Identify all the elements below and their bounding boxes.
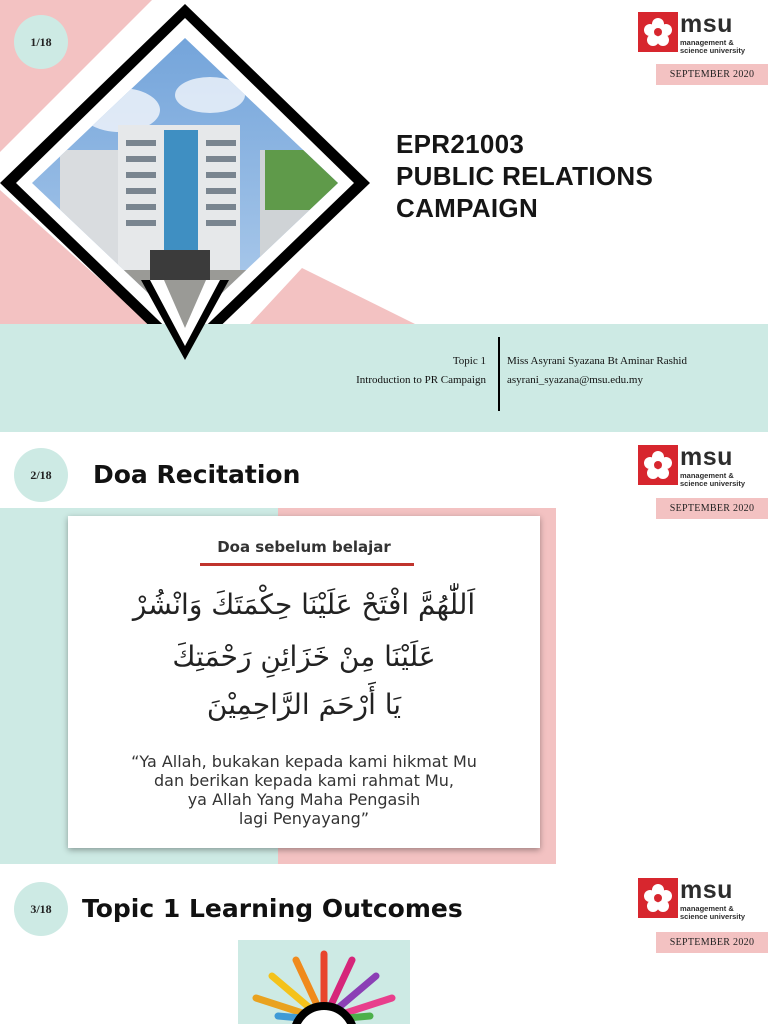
- course-code: EPR21003: [396, 129, 525, 159]
- arabic-line-2: عَلَيْنَا مِنْ خَزَائِنِ رَحْمَتِكَ: [172, 640, 436, 673]
- logo-subtitle-line1: management &: [680, 38, 734, 47]
- topic-label: Topic 1: [452, 355, 486, 367]
- outcomes-illustration: [238, 940, 410, 1024]
- page-number-badge: [14, 882, 68, 936]
- date-label: SEPTEMBER 2020: [656, 498, 768, 519]
- flower-icon: [638, 878, 678, 918]
- doa-heading-underline: [200, 563, 414, 566]
- logo-subtitle: [680, 39, 760, 55]
- arabic-line-3: يَا أَرْحَمَ الرَّاحِمِيْنَ: [206, 688, 402, 721]
- diamond-tip: [0, 280, 370, 360]
- translation-line-4: lagi Penyayang”: [238, 809, 370, 828]
- page-number: 1/18: [30, 34, 52, 49]
- presenter-info: [507, 352, 687, 390]
- doa-card: [68, 516, 540, 848]
- arabic-line-1: اَللّٰهُمَّ افْتَحْ عَلَيْنَا حِكْمَتَكَ وَانْشُرْ: [132, 588, 476, 621]
- logo-subtitle-line2: science university: [680, 46, 746, 55]
- date-label: SEPTEMBER 2020: [656, 932, 768, 953]
- topic-info: [356, 352, 486, 390]
- topic-title: Introduction to PR Campaign: [356, 374, 486, 386]
- msu-logo: [638, 445, 758, 489]
- logo-wordmark: msu: [680, 443, 733, 471]
- slide-3: [0, 864, 768, 1024]
- slide-title: Doa Recitation: [93, 460, 301, 489]
- logo-wordmark: msu: [680, 10, 733, 38]
- translation-line-3: ya Allah Yang Maha Pengasih: [187, 790, 421, 809]
- page-number: 2/18: [30, 467, 52, 482]
- course-name-line2: CAMPAIGN: [396, 193, 539, 223]
- page-number: 3/18: [30, 901, 52, 916]
- doa-translation: [78, 752, 530, 828]
- date-label: SEPTEMBER 2020: [656, 64, 768, 85]
- slide-title: Topic 1 Learning Outcomes: [82, 894, 463, 923]
- logo-subtitle-line1: management &: [680, 471, 734, 480]
- msu-logo: [638, 12, 758, 56]
- page-number-badge: [14, 448, 68, 502]
- logo-subtitle: [680, 472, 760, 488]
- logo-subtitle-line2: science university: [680, 479, 746, 488]
- translation-line-1: “Ya Allah, bukakan kepada kami hikmat Mu: [131, 752, 477, 771]
- flower-icon: [638, 12, 678, 52]
- presenter-email: asyrani_syazana@msu.edu.my: [507, 374, 643, 386]
- course-name-line1: PUBLIC RELATIONS: [396, 161, 654, 191]
- vertical-divider: [498, 337, 500, 411]
- presenter-name: Miss Asyrani Syazana Bt Aminar Rashid: [507, 355, 687, 367]
- course-title: [396, 128, 653, 224]
- logo-subtitle: [680, 905, 760, 921]
- logo-subtitle-line2: science university: [680, 912, 746, 921]
- flower-icon: [638, 445, 678, 485]
- slide-1: [0, 0, 768, 432]
- logo-subtitle-line1: management &: [680, 904, 734, 913]
- slide-2: [0, 432, 768, 864]
- translation-line-2: dan berikan kepada kami rahmat Mu,: [154, 771, 454, 790]
- logo-wordmark: msu: [680, 876, 733, 904]
- msu-logo: [638, 878, 758, 922]
- doa-heading: Doa sebelum belajar: [217, 538, 391, 556]
